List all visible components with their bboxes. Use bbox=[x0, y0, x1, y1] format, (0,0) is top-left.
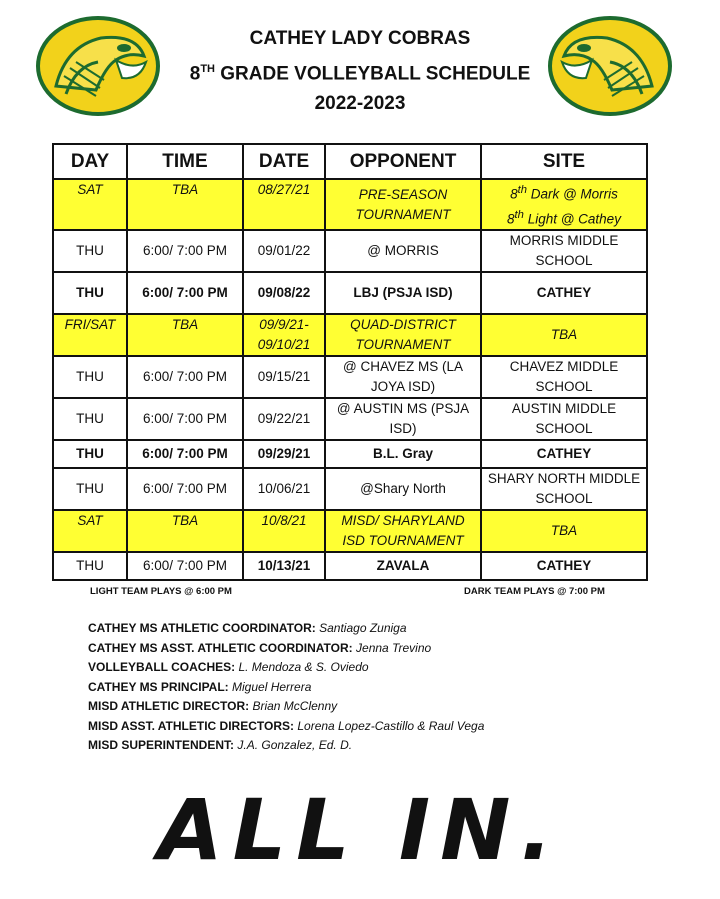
cell-opponent: PRE-SEASON TOURNAMENT bbox=[325, 179, 481, 230]
title-line-1: CATHEY LADY COBRAS bbox=[249, 28, 471, 49]
table-row bbox=[53, 179, 647, 230]
cell-day: THU bbox=[53, 398, 127, 440]
header-day: DAY bbox=[53, 144, 127, 179]
cell-site: SHARY NORTH MIDDLE SCHOOL bbox=[481, 468, 647, 510]
cell-date: 09/01/22 bbox=[243, 230, 325, 272]
cell-site: CATHEY bbox=[481, 440, 647, 468]
table-row bbox=[53, 230, 647, 272]
cell-opponent: B.L. Gray bbox=[325, 440, 481, 468]
staff-label: MISD SUPERINTENDENT: bbox=[88, 738, 235, 752]
site-dark-text: Dark @ Morris bbox=[526, 186, 618, 202]
cell-site: MORRIS MIDDLE SCHOOL bbox=[481, 230, 647, 272]
cell-date: 10/8/21 bbox=[243, 510, 325, 552]
staff-row bbox=[88, 697, 484, 717]
staff-label: MISD ASST. ATHLETIC DIRECTORS: bbox=[88, 718, 295, 733]
cell-time: 6:00/ 7:00 PM bbox=[127, 356, 243, 398]
site-grade-number: 8 bbox=[510, 186, 518, 202]
header-date: DATE bbox=[243, 144, 325, 179]
staff-row bbox=[88, 639, 484, 659]
header-opponent: OPPONENT bbox=[325, 144, 481, 179]
table-row bbox=[53, 398, 647, 440]
cell-day: THU bbox=[53, 272, 127, 314]
cell-time: TBA bbox=[127, 314, 243, 356]
header-site: SITE bbox=[481, 144, 647, 179]
site-light-text: Light @ Cathey bbox=[523, 211, 621, 226]
cell-date: 09/08/22 bbox=[243, 272, 325, 314]
cell-day: FRI/SAT bbox=[53, 314, 127, 356]
cell-time: 6:00/ 7:00 PM bbox=[127, 440, 243, 468]
staff-name: Lorena Lopez-Castillo & Raul Vega bbox=[297, 718, 485, 733]
cell-opponent: @ AUSTIN MS (PSJA ISD) bbox=[325, 398, 481, 440]
cell-site: CATHEY bbox=[481, 272, 647, 314]
table-row bbox=[53, 314, 647, 356]
cell-site bbox=[481, 179, 647, 230]
staff-name: J.A. Gonzalez, Ed. D. bbox=[237, 738, 353, 752]
cell-time: 6:00/ 7:00 PM bbox=[127, 468, 243, 510]
table-row bbox=[53, 440, 647, 468]
cell-site: TBA bbox=[481, 314, 647, 356]
cell-time: 6:00/ 7:00 PM bbox=[127, 398, 243, 440]
staff-row bbox=[88, 678, 484, 698]
staff-row bbox=[88, 736, 484, 756]
staff-name: Jenna Trevino bbox=[356, 640, 432, 655]
slogan: ALL IN. bbox=[157, 781, 563, 879]
staff-label: CATHEY MS PRINCIPAL: bbox=[88, 679, 229, 694]
cell-opponent: LBJ (PSJA ISD) bbox=[325, 272, 481, 314]
cell-date: 08/27/21 bbox=[243, 179, 325, 230]
cell-time: 6:00/ 7:00 PM bbox=[127, 552, 243, 580]
staff-label: CATHEY MS ASST. ATHLETIC COORDINATOR: bbox=[88, 640, 353, 655]
cell-opponent: MISD/ SHARYLAND ISD TOURNAMENT bbox=[325, 510, 481, 552]
cell-day: SAT bbox=[53, 510, 127, 552]
table-row bbox=[53, 552, 647, 580]
cell-day: THU bbox=[53, 356, 127, 398]
schedule-table bbox=[52, 143, 648, 581]
cell-time: TBA bbox=[127, 179, 243, 230]
title-grade-text: GRADE VOLLEYBALL SCHEDULE bbox=[214, 63, 531, 85]
cell-day: THU bbox=[53, 552, 127, 580]
staff-row bbox=[88, 658, 484, 678]
cell-site: CHAVEZ MIDDLE SCHOOL bbox=[481, 356, 647, 398]
site-grade-suffix: th bbox=[514, 208, 524, 221]
staff-name: Miguel Herrera bbox=[232, 679, 312, 694]
cobra-logo-left bbox=[36, 16, 160, 116]
staff-label: CATHEY MS ATHLETIC COORDINATOR: bbox=[88, 621, 316, 635]
header-time: TIME bbox=[127, 144, 243, 179]
cell-opponent: @Shary North bbox=[325, 468, 481, 510]
cell-site: CATHEY bbox=[481, 552, 647, 580]
cell-opponent: QUAD-DISTRICT TOURNAMENT bbox=[325, 314, 481, 356]
dark-team-note: DARK TEAM PLAYS @ 7:00 PM bbox=[464, 586, 605, 597]
staff-label: VOLLEYBALL COACHES: bbox=[88, 660, 236, 674]
staff-name: L. Mendoza & S. Oviedo bbox=[238, 660, 369, 674]
cell-date: 09/9/21- 09/10/21 bbox=[243, 314, 325, 356]
site-line-dark bbox=[486, 180, 642, 205]
table-row bbox=[53, 468, 647, 510]
cell-date: 09/29/21 bbox=[243, 440, 325, 468]
cell-time: TBA bbox=[127, 510, 243, 552]
cell-opponent: @ MORRIS bbox=[325, 230, 481, 272]
cell-date: 10/13/21 bbox=[243, 552, 325, 580]
title-line-2 bbox=[180, 54, 540, 89]
title-grade-suffix: TH bbox=[200, 63, 215, 75]
table-header-row bbox=[53, 144, 647, 179]
site-grade-number: 8 bbox=[507, 211, 515, 226]
cell-opponent: ZAVALA bbox=[325, 552, 481, 580]
cell-day: SAT bbox=[53, 179, 127, 230]
table-row bbox=[53, 272, 647, 314]
title-grade-number: 8 bbox=[189, 63, 201, 85]
cell-date: 09/15/21 bbox=[243, 356, 325, 398]
site-line-light bbox=[486, 205, 642, 230]
cell-day: THU bbox=[53, 230, 127, 272]
table-row bbox=[53, 510, 647, 552]
title-line-3: 2022-2023 bbox=[314, 93, 406, 115]
cell-site: AUSTIN MIDDLE SCHOOL bbox=[481, 398, 647, 440]
cell-site: TBA bbox=[481, 510, 647, 552]
staff-row bbox=[88, 619, 484, 639]
table-row bbox=[53, 356, 647, 398]
site-grade-suffix: th bbox=[517, 184, 527, 196]
cell-day: THU bbox=[53, 440, 127, 468]
staff-list bbox=[88, 619, 484, 756]
staff-name: Brian McClenny bbox=[252, 699, 338, 713]
page-title bbox=[180, 24, 540, 119]
staff-row bbox=[88, 717, 484, 737]
staff-name: Santiago Zuniga bbox=[319, 621, 407, 635]
cell-date: 10/06/21 bbox=[243, 468, 325, 510]
cell-time: 6:00/ 7:00 PM bbox=[127, 272, 243, 314]
cell-date: 09/22/21 bbox=[243, 398, 325, 440]
light-team-note: LIGHT TEAM PLAYS @ 6:00 PM bbox=[90, 586, 232, 597]
staff-label: MISD ATHLETIC DIRECTOR: bbox=[88, 699, 250, 713]
cell-day: THU bbox=[53, 468, 127, 510]
cell-time: 6:00/ 7:00 PM bbox=[127, 230, 243, 272]
cobra-logo-right bbox=[548, 16, 672, 116]
cell-opponent: @ CHAVEZ MS (LA JOYA ISD) bbox=[325, 356, 481, 398]
